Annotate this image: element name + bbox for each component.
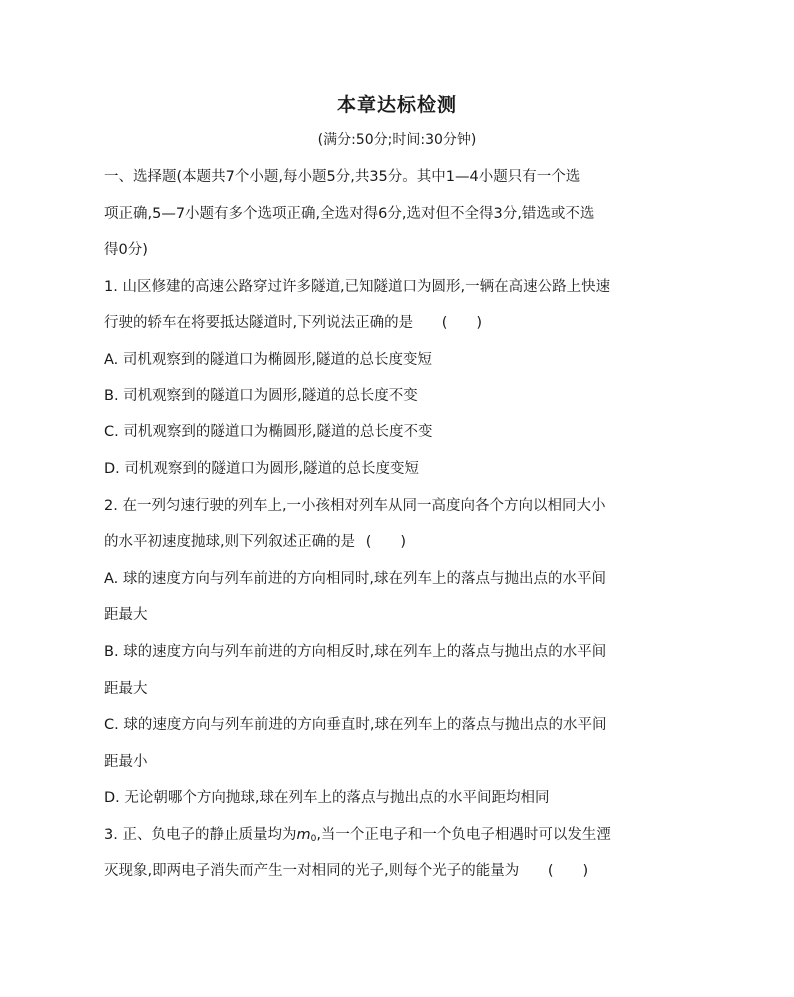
q2-option-b-line-2: 距最大: [104, 681, 148, 697]
q3-mass-symbol: m: [296, 827, 311, 843]
q3-stem-line-2: [104, 861, 588, 881]
q3-answer-blank: ( ): [547, 863, 589, 879]
q2-stem-line-2: [104, 532, 406, 552]
section-intro-line-2: 项正确,5—7小题有多个选项正确,全选对得6分,选对但不全得3分,错选或不选: [104, 206, 595, 222]
q1-option-c: C. 司机观察到的隧道口为椭圆形,隧道的总长度不变: [104, 424, 433, 440]
q3-stem-text-before: 3. 正、负电子的静止质量均为: [104, 827, 297, 843]
q2-option-d: D. 无论朝哪个方向抛球,球在列车上的落点与抛出点的水平间距均相同: [104, 790, 550, 806]
q2-option-c-line-1: C. 球的速度方向与列车前进的方向垂直时,球在列车上的落点与抛出点的水平间: [104, 717, 607, 733]
q1-option-a: A. 司机观察到的隧道口为椭圆形,隧道的总长度变短: [104, 352, 432, 368]
q2-option-b-line-1: B. 球的速度方向与列车前进的方向相反时,球在列车上的落点与抛出点的水平间: [104, 644, 607, 660]
q3-stem-line-1: [104, 825, 611, 849]
q2-option-a-line-1: A. 球的速度方向与列车前进的方向相同时,球在列车上的落点与抛出点的水平间: [104, 571, 606, 587]
q1-stem-text: 行驶的轿车在将要抵达隧道时,下列说法正确的是: [104, 315, 414, 331]
q2-answer-blank: ( ): [365, 534, 407, 550]
q2-stem-text: 的水平初速度抛球,则下列叙述正确的是: [104, 534, 356, 550]
q3-stem-text-2: 灭现象,即两电子消失而产生一对相同的光子,则每个光子的能量为: [104, 863, 520, 879]
page-subtitle: (满分:50分;时间:30分钟): [317, 132, 477, 148]
q3-stem-text-after: ,当一个正电子和一个负电子相遇时可以发生湮: [316, 827, 611, 843]
q2-option-a-line-2: 距最大: [104, 607, 148, 623]
q1-stem-line-2: [104, 313, 482, 333]
section-intro-line-1: 一、选择题(本题共7个小题,每小题5分,共35分。其中1—4小题只有一个选: [104, 169, 581, 185]
page-title: 本章达标检测: [336, 94, 457, 116]
q2-option-c-line-2: 距最小: [104, 754, 148, 770]
q3-mass-subscript: 0: [310, 834, 317, 844]
q1-option-d: D. 司机观察到的隧道口为圆形,隧道的总长度变短: [104, 461, 419, 477]
q2-stem-line-1: 2. 在一列匀速行驶的列车上,一小孩相对列车从同一高度向各个方向以相同大小: [104, 498, 606, 514]
q1-answer-blank: ( ): [441, 315, 483, 331]
q1-stem-line-1: 1. 山区修建的高速公路穿过许多隧道,已知隧道口为圆形,一辆在高速公路上快速: [104, 279, 611, 295]
section-intro-line-3: 得0分): [104, 242, 148, 258]
q1-option-b: B. 司机观察到的隧道口为圆形,隧道的总长度不变: [104, 388, 418, 404]
